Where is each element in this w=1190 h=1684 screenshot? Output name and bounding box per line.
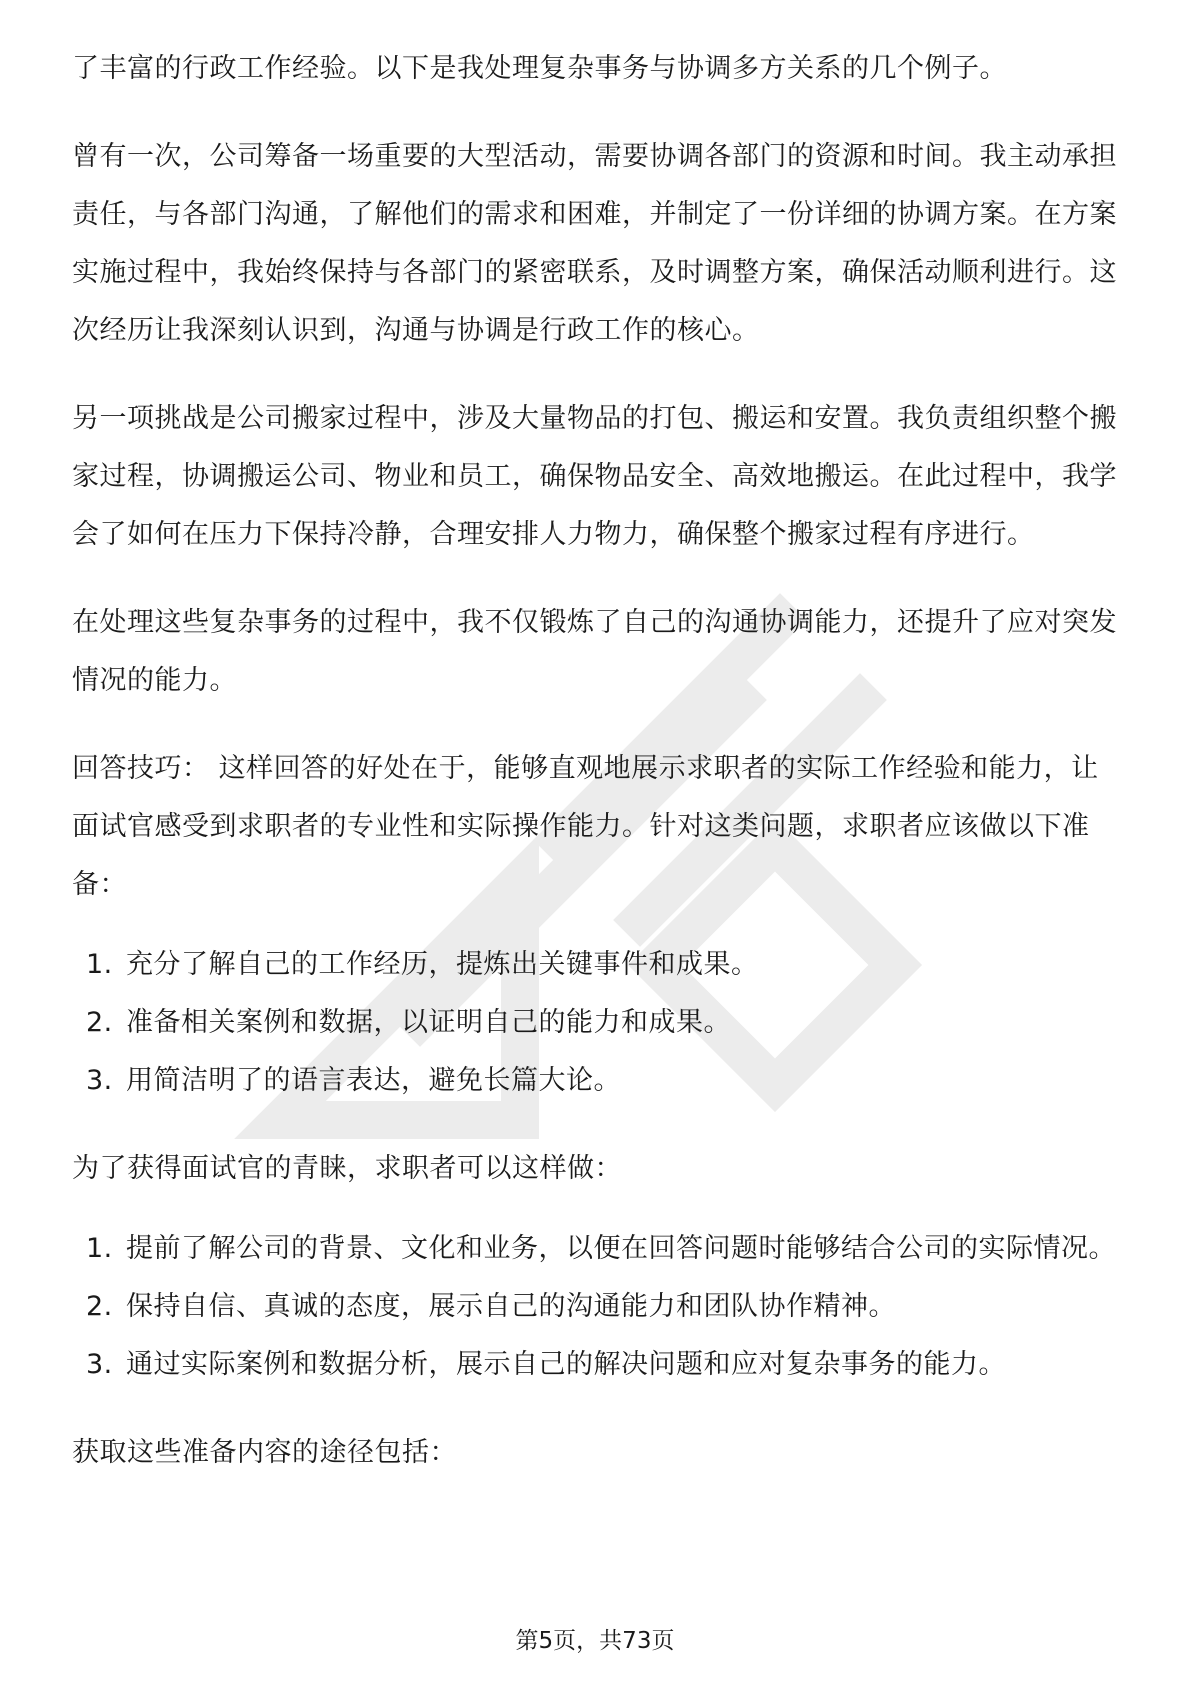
list-text: 提前了解公司的背景、文化和业务，以便在回答问题时能够结合公司的实际情况。 [126,1233,1116,1264]
list-number: 2. [86,1007,113,1038]
page-footer: 第5页，共73页 [515,1628,675,1654]
list-text: 保持自信、真诚的态度，展示自己的沟通能力和团队协作精神。 [126,1291,896,1322]
paragraph-intro: 了丰富的行政工作经验。以下是我处理复杂事务与协调多方关系的几个例子。 [72,53,1007,84]
paragraph-impress-interviewer: 为了获得面试官的青睐，求职者可以这样做： [72,1153,622,1184]
document-body [72,40,1117,1512]
list-number: 3. [86,1349,113,1380]
list-item [72,1336,1117,1394]
paragraph-summary: 在处理这些复杂事务的过程中，我不仅锻炼了自己的沟通协调能力，还提升了应对突发情况的能力。 [72,607,1117,696]
list-number: 1. [86,949,113,980]
strategy-list [72,1220,1117,1394]
paragraph-moving-example: 另一项挑战是公司搬家过程中，涉及大量物品的打包、搬运和安置。我负责组织整个搬家过程，协调搬运公司、物业和员工，确保物品安全、高效地搬运。在此过程中，我学会了如何在压力下保持冷静，合理安排人力物力，确保整个搬家过程有序进行。 [72,403,1117,550]
list-item [72,1220,1117,1278]
paragraph-answer-tips: 回答技巧： 这样回答的好处在于，能够直观地展示求职者的实际工作经验和能力，让面试官感受到求职者的专业性和实际操作能力。针对这类问题，求职者应该做以下准备： [72,753,1099,900]
paragraph-event-example: 曾有一次，公司筹备一场重要的大型活动，需要协调各部门的资源和时间。我主动承担责任，与各部门沟通，了解他们的需求和困难，并制定了一份详细的协调方案。在方案实施过程中，我始终保持与各部门的紧密联系，及时调整方案，确保活动顺利进行。这次经历让我深刻认识到，沟通与协调是行政工作的核心。 [72,141,1117,346]
list-text: 充分了解自己的工作经历，提炼出关键事件和成果。 [126,949,759,980]
list-item [72,994,1117,1052]
list-item [72,936,1117,994]
paragraph-sources: 获取这些准备内容的途径包括： [72,1437,457,1468]
list-item [72,1278,1117,1336]
list-text: 通过实际案例和数据分析，展示自己的解决问题和应对复杂事务的能力。 [126,1349,1006,1380]
list-number: 3. [86,1065,113,1096]
list-number: 1. [86,1233,113,1264]
list-text: 准备相关案例和数据，以证明自己的能力和成果。 [126,1007,731,1038]
list-item [72,1052,1117,1110]
preparation-list [72,936,1117,1110]
list-text: 用简洁明了的语言表达，避免长篇大论。 [126,1065,621,1096]
list-number: 2. [86,1291,113,1322]
